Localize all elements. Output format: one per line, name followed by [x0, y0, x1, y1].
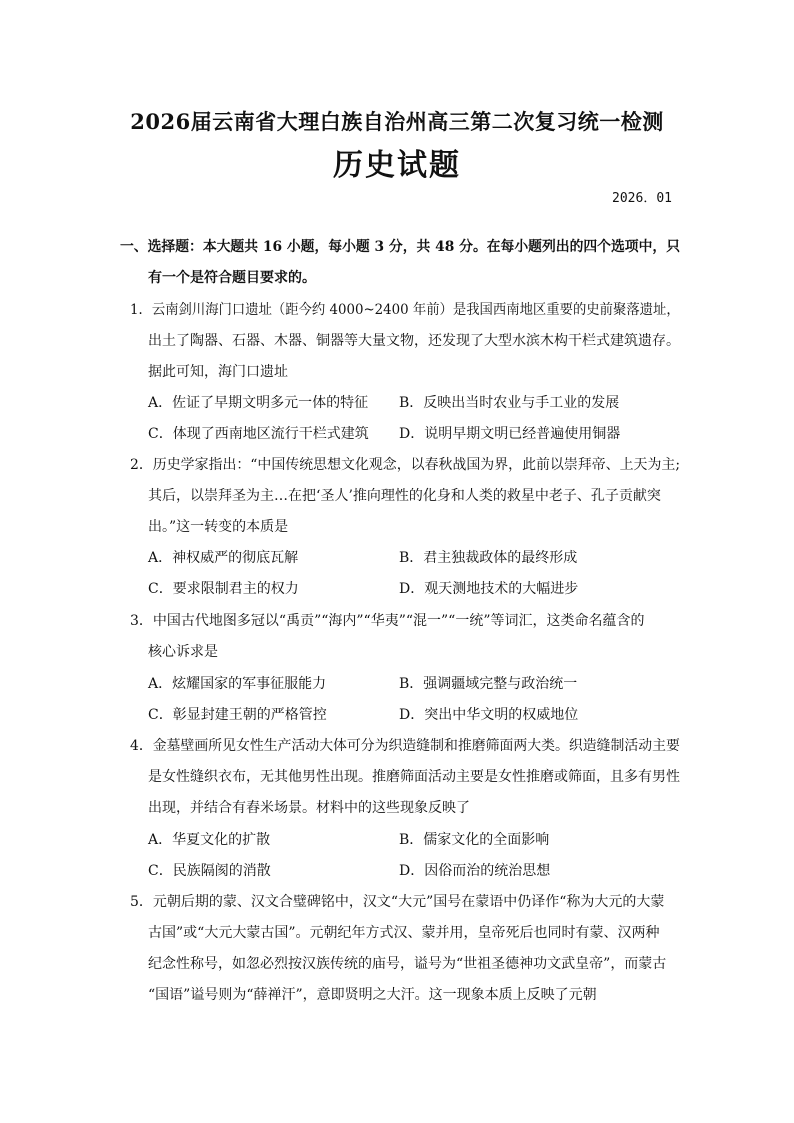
question-4-line-1: 4．金墓壁画所见女性生产活动大体可分为织造缝制和推磨筛面两大类。织造缝制活动主要 — [130, 738, 680, 754]
question-4-option-b[interactable]: B．儒家文化的全面影响 — [399, 832, 550, 848]
question-1-line-2: 出土了陶器、石器、木器、铜器等大量文物，还发现了大型水滨木构干栏式建筑遗存。 — [148, 333, 680, 349]
subject-title: 历史试题 — [333, 148, 461, 183]
question-4-line-3: 出现，并结合有舂米场景。材料中的这些现象反映了 — [148, 800, 470, 816]
question-2-option-c[interactable]: C．要求限制君主的权力 — [148, 581, 299, 597]
question-3-option-c[interactable]: C．彰显封建王朝的严格管控 — [148, 707, 327, 723]
question-2-option-b[interactable]: B．君主独裁政体的最终形成 — [399, 550, 578, 566]
section-heading-line-1: 一、选择题：本大题共 16 小题，每小题 3 分，共 48 分。在每小题列出的四个选项中，只 — [120, 239, 681, 255]
question-1-option-c[interactable]: C．体现了西南地区流行干栏式建筑 — [148, 426, 369, 442]
question-1-option-b[interactable]: B．反映出当时农业与手工业的发展 — [399, 395, 620, 411]
question-3-option-a[interactable]: A．炫耀国家的军事征服能力 — [148, 676, 327, 692]
question-5-line-3: 纪念性称号，如忽必烈按汉族传统的庙号，谥号为“世祖圣德神功文武皇帝”，而蒙古 — [148, 956, 667, 972]
question-2-line-3: 出。”这一转变的本质是 — [148, 519, 289, 535]
question-1-line-1: 1．云南剑川海门口遗址（距今约 4000~2400 年前）是我国西南地区重要的史前聚落遗址， — [130, 302, 680, 318]
question-1-option-a[interactable]: A．佐证了早期文明多元一体的特征 — [148, 395, 369, 411]
question-3-line-1: 3．中国古代地图多冠以“禹贡”“海内”“华夷”“混一”“一统”等词汇，这类命名蕴含的 — [130, 613, 645, 629]
question-4-option-a[interactable]: A．华夏文化的扩散 — [148, 832, 271, 848]
question-5-line-4: “国语”谥号则为“薛禅汗”，意即贤明之大汗。这一现象本质上反映了元朝 — [148, 987, 597, 1003]
question-5-line-2: 古国”或“大元大蒙古国”。元朝纪年方式汉、蒙并用，皇帝死后也同时有蒙、汉两种 — [148, 925, 660, 941]
section-heading-line-2: 有一个是符合题目要求的。 — [148, 270, 316, 286]
question-4-option-d[interactable]: D．因俗而治的统治思想 — [399, 863, 551, 879]
question-2-line-1: 2．历史学家指出：“中国传统思想文化观念，以春秋战国为界，此前以崇拜帝、上天为主; — [130, 457, 681, 473]
question-4-option-c[interactable]: C．民族隔阂的消散 — [148, 863, 271, 879]
exam-date: 2026．01 — [612, 191, 672, 206]
question-5-line-1: 5．元朝后期的蒙、汉文合璧碑铭中，汉文“大元”国号在蒙语中仍译作“称为大元的大蒙 — [130, 894, 665, 910]
question-4-line-2: 是女性缝织衣布，无其他男性出现。推磨筛面活动主要是女性推磨或筛面，且多有男性 — [148, 769, 680, 785]
question-1-line-3: 据此可知，海门口遗址 — [148, 364, 288, 380]
question-2-option-d[interactable]: D．观天测地技术的大幅进步 — [399, 581, 579, 597]
exam-title: 2026届云南省大理白族自治州高三第二次复习统一检测 — [130, 109, 664, 134]
question-3-option-d[interactable]: D．突出中华文明的权威地位 — [399, 707, 579, 723]
question-1-option-d[interactable]: D．说明早期文明已经普遍使用铜器 — [399, 426, 621, 442]
question-3-option-b[interactable]: B．强调疆域完整与政治统一 — [399, 676, 578, 692]
question-2-option-a[interactable]: A．神权威严的彻底瓦解 — [148, 550, 299, 566]
question-2-line-2: 其后，以崇拜圣为主…在把‘圣人’推向理性的化身和人类的救星中老子、孔子贡献突 — [148, 488, 661, 504]
question-3-line-2: 核心诉求是 — [148, 644, 218, 660]
